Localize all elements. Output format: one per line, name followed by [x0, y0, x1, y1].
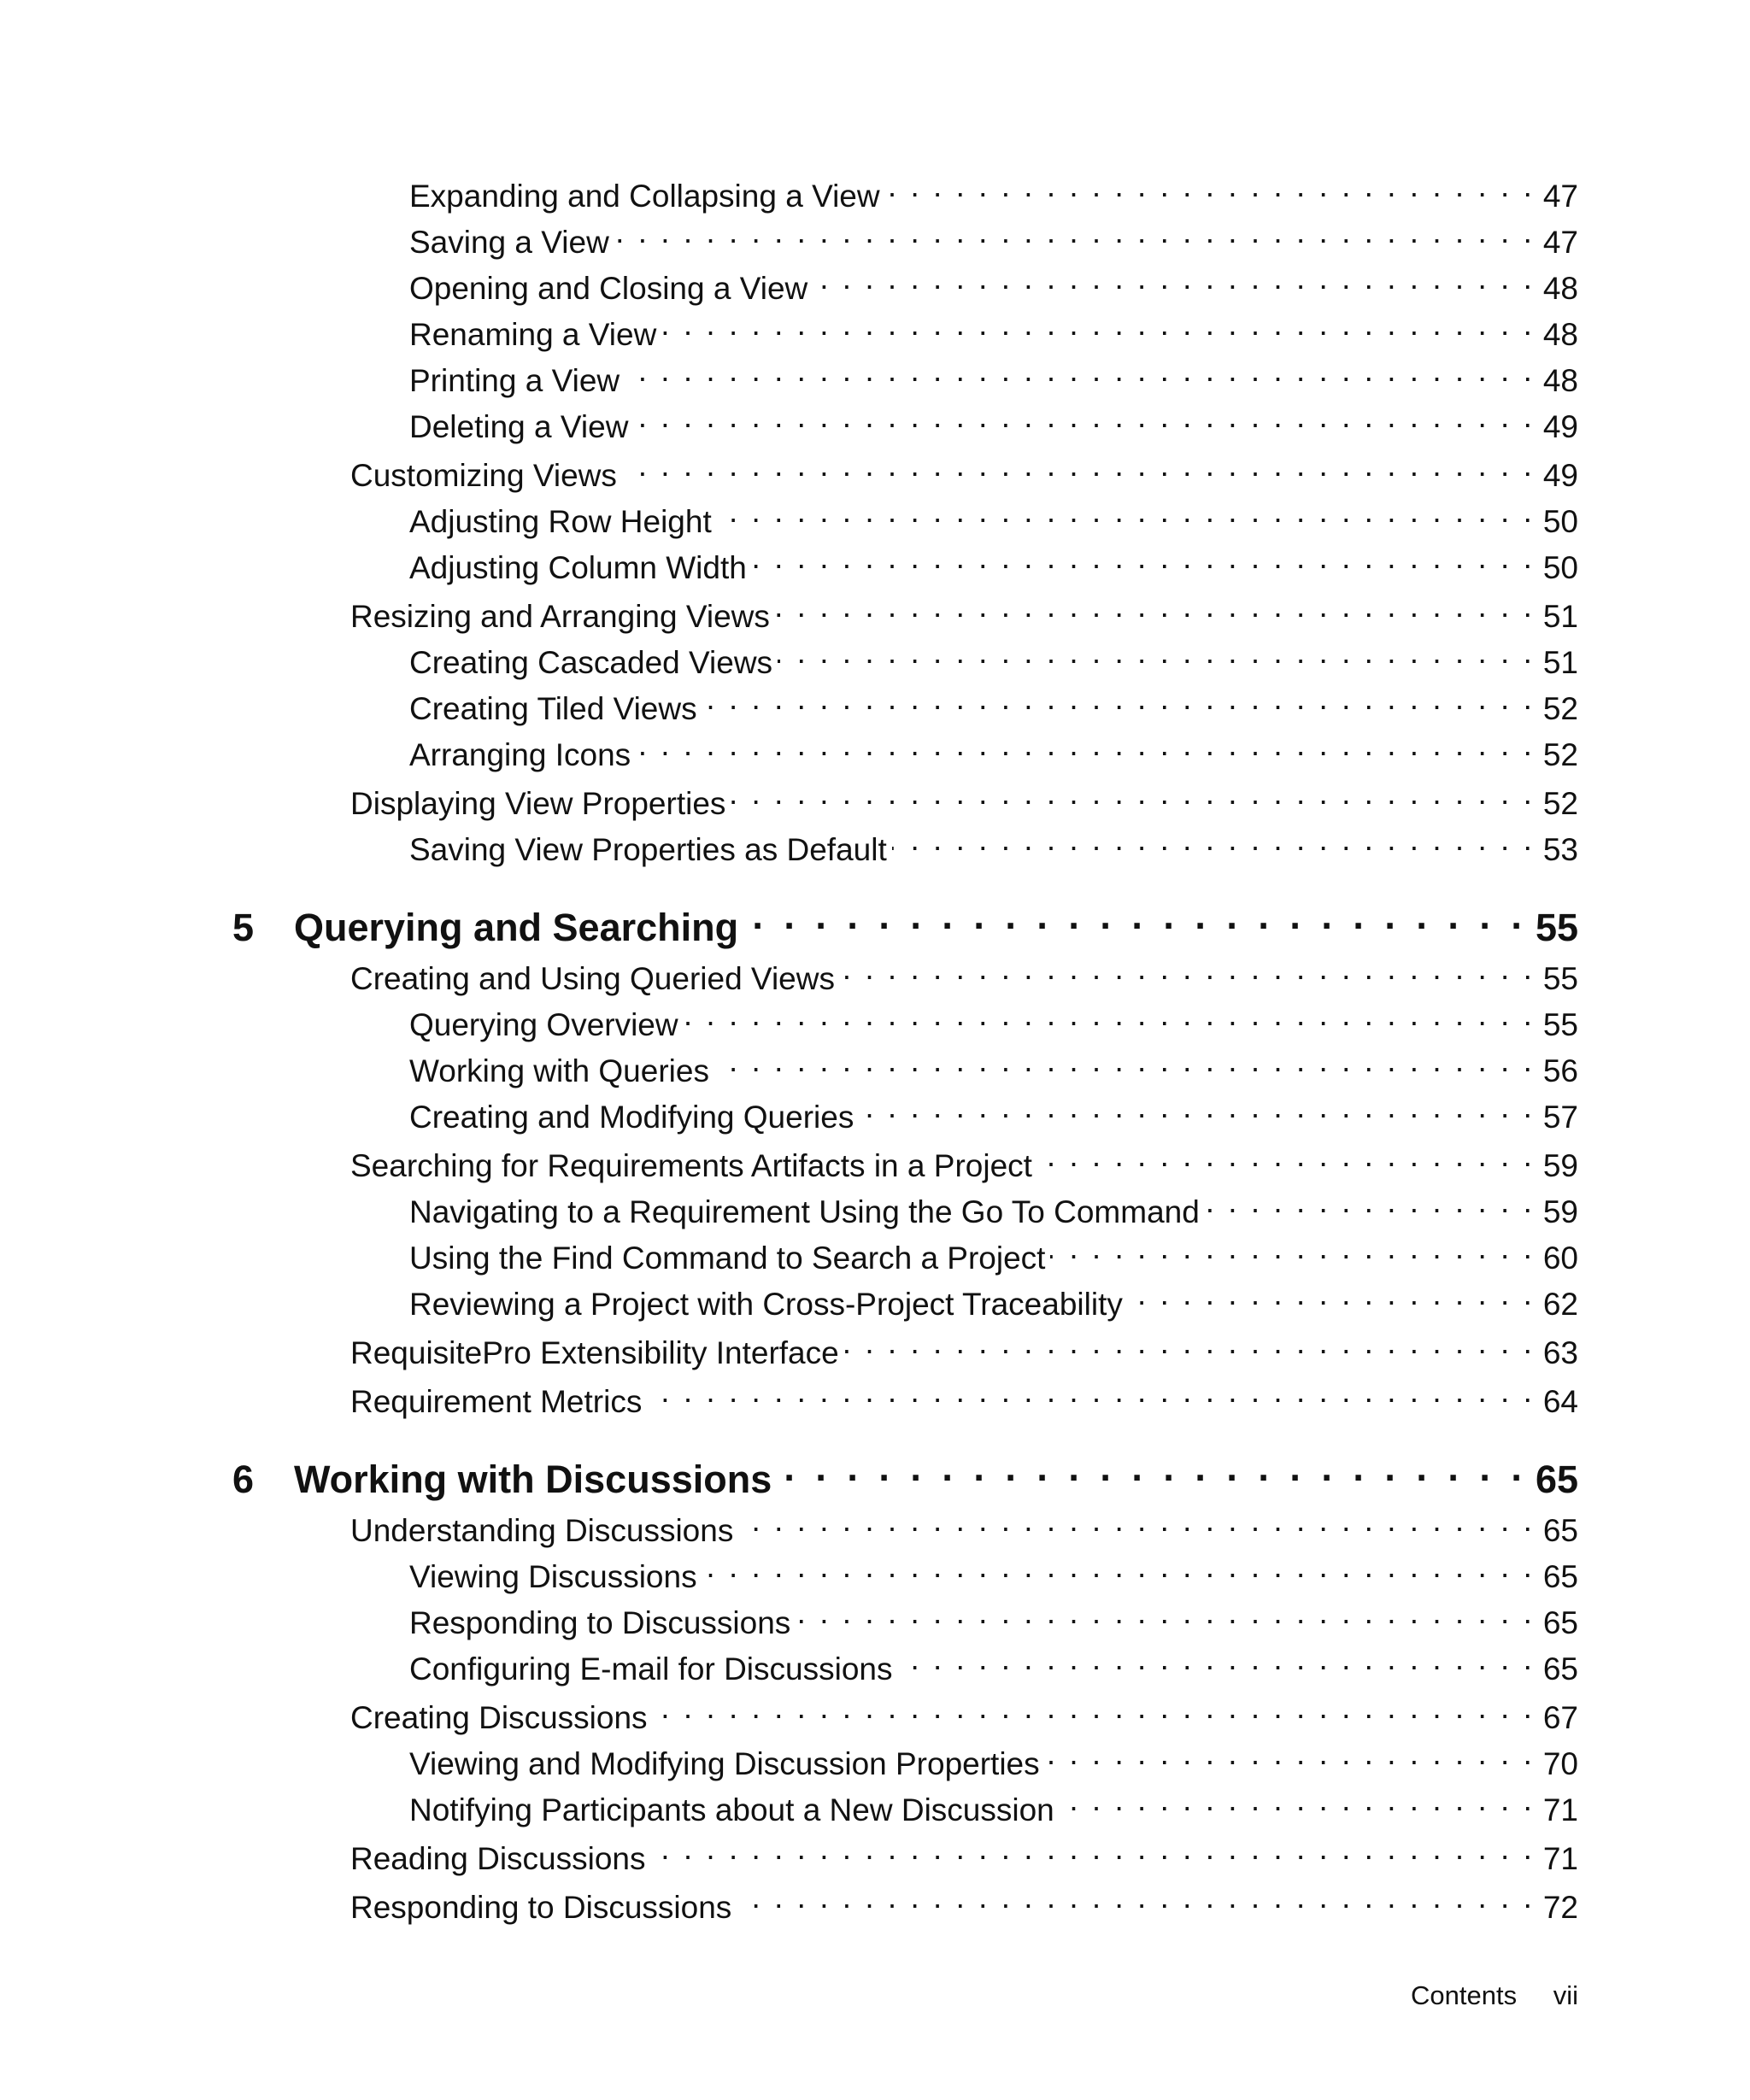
dot-leader [717, 491, 1535, 532]
toc-entry[interactable] [409, 1546, 1578, 1594]
toc-entry[interactable] [409, 1228, 1578, 1276]
toc-entry-page-number: 52 [1542, 737, 1578, 772]
dot-leader [651, 1828, 1535, 1869]
toc-entry[interactable] [350, 1828, 1578, 1876]
dot-leader [738, 1500, 1535, 1541]
chapter-number: 6 [232, 1458, 255, 1501]
toc-entry[interactable] [409, 1593, 1578, 1640]
toc-entry[interactable] [409, 678, 1578, 726]
toc-entry[interactable] [409, 724, 1578, 772]
toc-entry-title: Creating Tiled Views [409, 691, 697, 726]
toc-entry-title: Deleting a View [409, 409, 629, 444]
toc-entry-title: Creating Cascaded Views [409, 645, 773, 680]
page-footer [1411, 1979, 1578, 2013]
dot-leader [1045, 1733, 1535, 1774]
toc-entry[interactable] [409, 1639, 1578, 1686]
toc-entry-page-number: 65 [1542, 1605, 1578, 1640]
dot-leader [702, 1546, 1535, 1587]
toc-entry-page-number: 52 [1542, 786, 1578, 821]
footer-page-number: vii [1553, 1980, 1578, 2010]
toc-entry[interactable] [350, 1323, 1578, 1370]
toc-entry[interactable] [409, 1274, 1578, 1322]
toc-entry-page-number: 49 [1542, 409, 1578, 444]
toc-entry-page-number: 53 [1542, 832, 1578, 867]
toc-entry[interactable] [409, 537, 1578, 585]
dot-leader [1128, 1274, 1535, 1315]
toc-entry-title: Viewing Discussions [409, 1559, 697, 1594]
toc-entry[interactable] [409, 304, 1578, 352]
toc-entry-title: Opening and Closing a View [409, 271, 808, 306]
toc-entry-page-number: 52 [1542, 691, 1578, 726]
toc-entry-title: Notifying Participants about a New Discussion [409, 1792, 1054, 1827]
toc-entry[interactable] [409, 994, 1578, 1042]
toc-entry[interactable] [409, 1087, 1578, 1135]
toc-entry-title: Creating and Modifying Queries [409, 1100, 854, 1135]
toc-entry-title: Saving a View [409, 225, 609, 260]
dot-leader [844, 1323, 1535, 1364]
toc-entry[interactable] [350, 1877, 1578, 1925]
toc-entry-title: Working with Discussions [294, 1458, 772, 1501]
toc-entry-page-number: 50 [1542, 550, 1578, 585]
dot-leader [859, 1087, 1535, 1128]
dot-leader [714, 1041, 1535, 1082]
toc-entry-page-number: 48 [1542, 271, 1578, 306]
toc-entry-title: Reviewing a Project with Cross-Project Traceability [409, 1287, 1123, 1322]
toc-entry-title: Querying Overview [409, 1007, 678, 1042]
dot-leader [684, 994, 1535, 1035]
toc-entry[interactable] [350, 1687, 1578, 1735]
chapter-number: 5 [232, 906, 255, 949]
toc-entry-title: Viewing and Modifying Discussion Properties [409, 1746, 1040, 1781]
toc-entry-page-number: 55 [1542, 1007, 1578, 1042]
toc-entry[interactable] [350, 948, 1578, 996]
dot-leader [777, 1443, 1527, 1493]
toc-entry[interactable] [409, 396, 1578, 444]
toc-entry-title: Printing a View [409, 363, 620, 398]
toc-entry[interactable] [409, 491, 1578, 539]
toc-entry-page-number: 50 [1542, 504, 1578, 539]
toc-entry[interactable] [409, 350, 1578, 398]
dot-leader [647, 1371, 1535, 1412]
toc-entry[interactable] [409, 258, 1578, 306]
toc-entry-title: Requirement Metrics [350, 1384, 643, 1419]
toc-entry-page-number: 48 [1542, 317, 1578, 352]
toc-entry-page-number: 65 [1542, 1513, 1578, 1548]
toc-entry-page-number: 64 [1542, 1384, 1578, 1419]
toc-entry-title: Displaying View Properties [350, 786, 726, 821]
toc-entry-title: Querying and Searching [294, 906, 739, 949]
dot-leader [813, 258, 1535, 299]
toc-entry-page-number: 55 [1535, 906, 1578, 949]
toc-entry-page-number: 47 [1542, 225, 1578, 260]
dot-leader [892, 819, 1535, 860]
toc-entry-page-number: 60 [1542, 1241, 1578, 1276]
toc-entry-page-number: 49 [1542, 458, 1578, 493]
toc-entry[interactable] [350, 773, 1578, 821]
dot-leader [1205, 1182, 1535, 1223]
dot-leader [633, 396, 1534, 437]
dot-leader [614, 212, 1535, 253]
toc-entry[interactable] [350, 586, 1578, 634]
toc-chapter-entry[interactable] [232, 891, 1578, 949]
toc-entry-title: Expanding and Collapsing a View [409, 179, 880, 214]
toc-chapter-entry[interactable] [232, 1443, 1578, 1501]
toc-entry-page-number: 71 [1542, 1792, 1578, 1827]
dot-leader [897, 1639, 1534, 1680]
toc-entry-page-number: 70 [1542, 1746, 1578, 1781]
toc-entry-page-number: 65 [1542, 1559, 1578, 1594]
toc-entry-title: Customizing Views [350, 458, 617, 493]
toc-entry-page-number: 57 [1542, 1100, 1578, 1135]
toc-entry-page-number: 63 [1542, 1335, 1578, 1370]
dot-leader [622, 445, 1535, 486]
toc-entry-page-number: 65 [1535, 1458, 1578, 1501]
toc-entry-title: Adjusting Row Height [409, 504, 712, 539]
dot-leader [775, 586, 1535, 627]
toc-entry-page-number: 62 [1542, 1287, 1578, 1322]
dot-leader [653, 1687, 1535, 1728]
dot-leader [636, 724, 1535, 766]
dot-leader [1050, 1228, 1534, 1269]
toc-entry-title: Arranging Icons [409, 737, 631, 772]
toc-entry-title: Adjusting Column Width [409, 550, 747, 585]
toc-entry-title: Responding to Discussions [409, 1605, 791, 1640]
dot-leader [737, 1877, 1535, 1918]
toc-entry-page-number: 51 [1542, 599, 1578, 634]
toc-entry[interactable] [409, 632, 1578, 680]
toc-entry-page-number: 65 [1542, 1651, 1578, 1686]
dot-leader [885, 166, 1535, 207]
toc-entry[interactable] [350, 1135, 1578, 1183]
toc-entry-title: RequisitePro Extensibility Interface [350, 1335, 839, 1370]
toc-entry[interactable] [350, 445, 1578, 493]
dot-leader [778, 632, 1535, 673]
toc-entry[interactable] [409, 166, 1578, 214]
toc-entry[interactable] [409, 1733, 1578, 1781]
toc-entry-title: Renaming a View [409, 317, 657, 352]
toc-entry[interactable] [409, 1041, 1578, 1088]
toc-entry-title: Searching for Requirements Artifacts in a Project [350, 1148, 1032, 1183]
dot-leader [661, 304, 1535, 345]
dot-leader [752, 537, 1535, 578]
toc-entry-title: Responding to Discussions [350, 1890, 732, 1925]
footer-section-label: Contents [1411, 1980, 1518, 2010]
dot-leader [743, 891, 1527, 941]
toc-entry-page-number: 72 [1542, 1890, 1578, 1925]
toc-entry-title: Working with Queries [409, 1053, 709, 1088]
toc-entry-title: Navigating to a Requirement Using the Go To Command [409, 1194, 1200, 1229]
dot-leader [1037, 1135, 1535, 1176]
toc-entry-page-number: 59 [1542, 1194, 1578, 1229]
toc-entry-title: Saving View Properties as Default [409, 832, 887, 867]
dot-leader [625, 350, 1535, 391]
toc-entry-page-number: 47 [1542, 179, 1578, 214]
toc-entry-page-number: 67 [1542, 1700, 1578, 1735]
toc-entry[interactable] [409, 1780, 1578, 1827]
toc-entry[interactable] [409, 819, 1578, 867]
toc-entry-title: Configuring E-mail for Discussions [409, 1651, 893, 1686]
toc-entry-title: Reading Discussions [350, 1841, 646, 1876]
dot-leader [702, 678, 1535, 719]
dot-leader [840, 948, 1535, 989]
toc-entry[interactable] [409, 1182, 1578, 1229]
toc-entry[interactable] [350, 1371, 1578, 1419]
toc-entry[interactable] [350, 1500, 1578, 1548]
toc-entry-page-number: 56 [1542, 1053, 1578, 1088]
toc-entry-page-number: 55 [1542, 961, 1578, 996]
toc-entry-title: Creating and Using Queried Views [350, 961, 835, 996]
toc-entry[interactable] [409, 212, 1578, 260]
dot-leader [731, 773, 1534, 814]
toc-entry-page-number: 59 [1542, 1148, 1578, 1183]
dot-leader [1060, 1780, 1535, 1821]
toc-entry-page-number: 71 [1542, 1841, 1578, 1876]
dot-leader [796, 1593, 1535, 1634]
toc-entry-title: Creating Discussions [350, 1700, 648, 1735]
toc-entry-page-number: 51 [1542, 645, 1578, 680]
toc-entry-title: Using the Find Command to Search a Project [409, 1241, 1046, 1276]
toc-entry-title: Resizing and Arranging Views [350, 599, 770, 634]
toc-entry-page-number: 48 [1542, 363, 1578, 398]
toc-entry-title: Understanding Discussions [350, 1513, 734, 1548]
